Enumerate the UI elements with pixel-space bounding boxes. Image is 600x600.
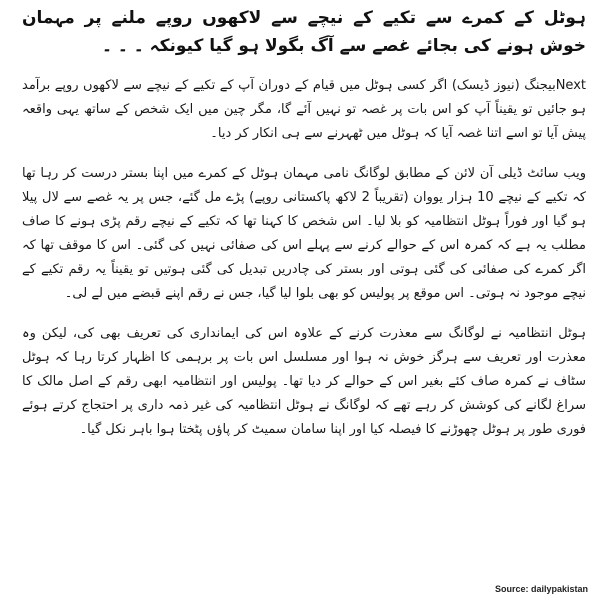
paragraph-conclusion: ہوٹل انتظامیہ نے لوگانگ سے معذرت کرنے کے علاوہ اس کی ایمانداری کی تعریف بھی کی، لیکن وہ معذرت اور تعریف سے ہرگز خوش نہ ہوا اور مسلسل اس بات پر برہمی کا اظہار کرتا رہا کہ ہوٹل سٹاف نے کمرہ صاف کئے بغیر اس کے حوالے کر دیا تھا۔ پولیس اور انتظامیہ ابھی رقم کے اصل مالک کا سراغ لگانے کی کوشش کر رہے تھے کہ لوگانگ نے ہوٹل انتظامیہ کی غیر ذمہ داری پر احتجاج کرتے ہوئے فوری طور پر ہوٹل چھوڑنے کا فیصلہ کیا اور اپنا سامان سمیٹ کر پاؤں پٹختا ہوا باہر نکل گیا۔ <box>22 326 586 437</box>
paragraph-intro: Nextبیجنگ (نیوز ڈیسک) اگر کسی ہوٹل میں قیام کے دوران آپ کے تکیے کے نیچے سے لاکھوں روپے برآمد ہو جائیں تو یقیناً آپ کو اس بات پر غصہ تو نہیں آئے گا، مگر چین میں ایک شخص کے ساتھ یہی واقعہ پیش آیا تو اسے اتنا غصہ آیا کہ ہوٹل میں ٹھہرنے سے ہی انکار کر دیا۔ <box>22 78 586 141</box>
source-credit: Source: dailypakistan <box>494 584 588 594</box>
paragraph-details: ویب سائٹ ڈیلی آن لائن کے مطابق لوگانگ نامی مہمان ہوٹل کے کمرے میں اپنا بستر درست کر رہا تھا کہ تکیے کے نیچے 10 ہزار یووان (تقریباً 2 لاکھ پاکستانی روپے) پڑے مل گئے، جس پر یہ غصے سے لال پیلا ہو گیا اور فوراً ہوٹل انتظامیہ کو بلا لیا۔ اس شخص کا کہنا تھا کہ تکیے کے نیچے رقم پڑی ہونے کا صاف مطلب یہ ہے کہ کمرہ اس کے حوالے کرنے سے پہلے اس کی صفائی نہیں کی گئی۔ اس کا موقف تھا کہ اگر کمرے کی صفائی کی گئی ہوتی اور بستر کی چادریں تبدیل کی گئی ہوتیں تو یقیناً یہ رقم تکیے کے نیچے موجود نہ ہوتی۔ اس موقع پر پولیس کو بھی بلوا لیا گیا، جس نے رقم اپنے قبضے میں لے لی۔ <box>22 166 586 301</box>
headline: ہوٹل کے کمرے سے تکیے کے نیچے سے لاکھوں روپے ملنے پر مہمان خوش ہونے کی بجائے غصے سے آگ بگولا ہو گیا کیونکہ ۔ ۔ ۔ <box>22 8 586 56</box>
article <box>22 4 586 458</box>
